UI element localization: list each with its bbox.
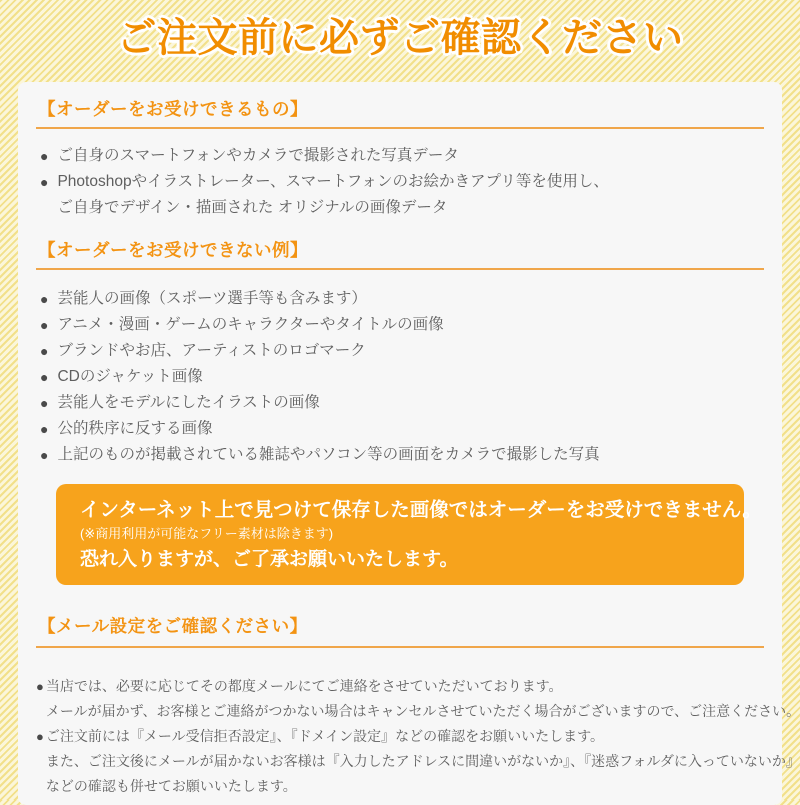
list-item [36, 674, 800, 724]
bullet-icon: ● [40, 174, 49, 190]
list-item-text: ご自身のスマートフォンやカメラで撮影された写真データ [57, 147, 459, 164]
list-item-text: ブランドやお店、アーティストのロゴマーク [57, 342, 366, 359]
list-item [40, 143, 764, 169]
list-item [40, 169, 764, 221]
section-order-accepted [36, 90, 764, 221]
bullet-icon: ● [40, 421, 49, 437]
section-order-not-accepted [36, 231, 764, 468]
list-item-text: また、ご注文後にメールが届かないお客様は『入力したアドレスに間違いがないか』、『迷惑フォルダに入っていないか』 [45, 753, 800, 769]
list-item-text: Photoshopやイラストレーター、スマートフォンのお絵かきアプリ等を使用し、 [57, 173, 609, 190]
accepted-list [36, 143, 764, 221]
bullet-icon: ● [36, 729, 44, 744]
section-mail-heading: 【メール設定をご確認ください】 [36, 607, 764, 648]
list-item [40, 390, 764, 416]
list-item-text: 芸能人の画像（スポーツ選手等も含みます） [57, 290, 367, 307]
bullet-icon: ● [40, 343, 49, 359]
section-mail-settings [36, 607, 800, 799]
list-item-text: などの確認も併せてお願いいたします。 [45, 778, 297, 794]
list-item [36, 724, 800, 799]
bullet-icon: ● [40, 369, 49, 385]
bullet-icon: ● [40, 148, 49, 164]
notice-sub-text: (※商用利用が可能なフリー素材は除きます) [80, 526, 334, 541]
page-title: ご注文前に必ずご確認ください [116, 15, 684, 60]
list-item [40, 416, 764, 442]
list-item [40, 338, 764, 364]
list-item-text: ご自身でデザイン・描画された オリジナルの画像データ [57, 199, 448, 216]
mail-list [36, 674, 800, 799]
list-item-text: 当店では、必要に応じてその都度メールにてご連絡をさせていただいております。 [45, 678, 563, 694]
notice-card [18, 82, 800, 805]
notice-main-text: インターネット上で見つけて保存した画像ではオーダーをお受けできません。 [80, 499, 762, 521]
bullet-icon: ● [40, 447, 49, 463]
not-accepted-list [36, 286, 764, 468]
bullet-icon: ● [36, 679, 44, 694]
list-item [40, 286, 764, 312]
notice-apology-text: 恐れ入りますが、ご了承お願いいたします。 [80, 549, 459, 570]
notice-box [56, 484, 762, 585]
bullet-icon: ● [40, 317, 49, 333]
bullet-icon: ● [40, 291, 49, 307]
section-not-accepted-heading: 【オーダーをお受けできない例】 [36, 231, 764, 270]
list-item-text: アニメ・漫画・ゲームのキャラクターやタイトルの画像 [57, 316, 444, 333]
bullet-icon: ● [40, 395, 49, 411]
list-item [40, 312, 764, 338]
list-item-text: 上記のものが掲載されている雑誌やパソコン等の画面をカメラで撮影した写真 [57, 446, 600, 463]
list-item-text: ご注文前には『メール受信拒否設定』、『ドメイン設定』などの確認をお願いいたします。 [45, 728, 605, 744]
list-item-text: 公的秩序に反する画像 [57, 420, 213, 437]
list-item-text: メールが届かず、お客様とご連絡がつかない場合はキャンセルさせていただく場合がございますので、ご注意ください。 [45, 703, 800, 719]
section-accepted-heading: 【オーダーをお受けできるもの】 [36, 90, 764, 129]
list-item [40, 442, 764, 468]
list-item-text: CDのジャケット画像 [57, 368, 203, 385]
list-item-text: 芸能人をモデルにしたイラストの画像 [57, 394, 320, 411]
list-item [40, 364, 764, 390]
